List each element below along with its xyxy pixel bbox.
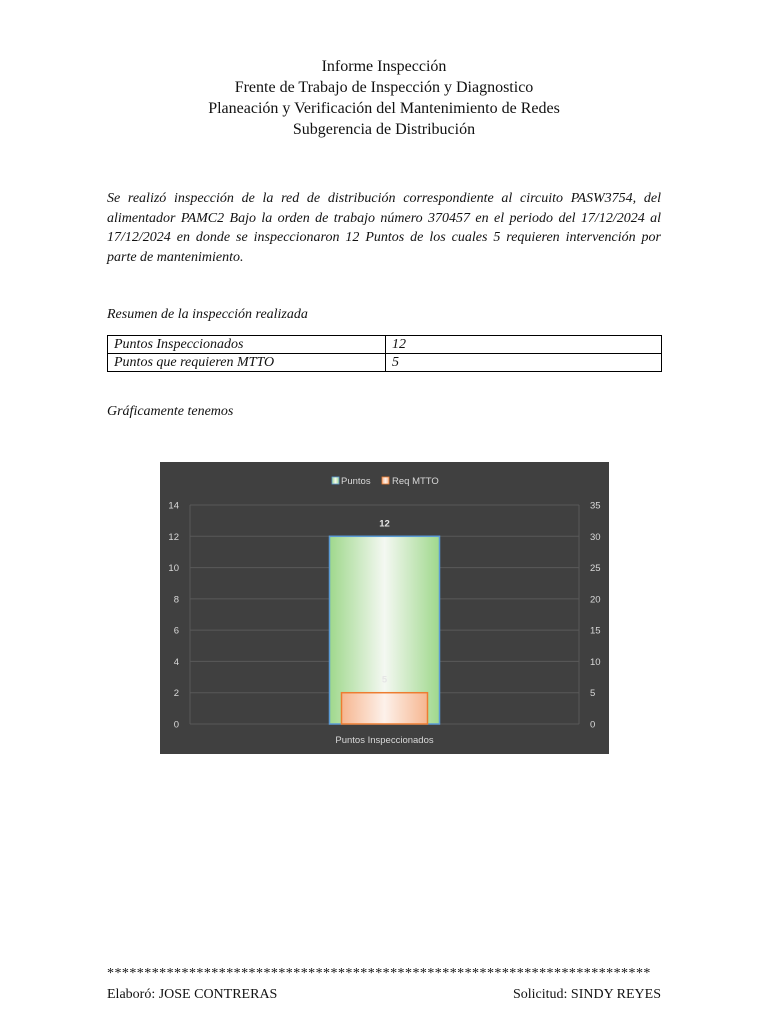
- y-right-tick-label: 15: [590, 625, 601, 637]
- y-left-tick-label: 14: [168, 500, 179, 512]
- table-cell-label: Puntos Inspeccionados: [108, 336, 386, 354]
- y-right-tick-label: 5: [590, 688, 596, 700]
- summary-table: [107, 335, 662, 372]
- y-left-tick-label: 10: [168, 563, 179, 575]
- y-right-tick-label: 30: [590, 531, 601, 543]
- y-axis-left: [168, 501, 179, 731]
- report-subtitle-2: Planeación y Verificación del Mantenimiento de Redes: [208, 100, 560, 117]
- y-right-tick-label: 35: [590, 500, 601, 512]
- footer-separator: *************************************************************************: [107, 966, 651, 981]
- elaboro-signature: Elaboró: JOSE CONTRERAS: [107, 987, 278, 1002]
- summary-title: Resumen de la inspección realizada: [107, 307, 308, 322]
- report-title: Informe Inspección: [321, 58, 447, 75]
- y-left-tick-label: 2: [173, 688, 179, 700]
- bar-req-mtto: [342, 693, 428, 724]
- x-category-label: Puntos Inspeccionados: [335, 735, 434, 746]
- table-cell-value: 5: [386, 354, 662, 372]
- solicitud-signature: Solicitud: SINDY REYES: [512, 987, 661, 1002]
- data-label-puntos: 12: [379, 518, 390, 530]
- report-subtitle-3: Subgerencia de Distribución: [292, 121, 476, 138]
- report-subtitle-1: Frente de Trabajo de Inspección y Diagnostico: [234, 79, 534, 96]
- report-header: [0, 56, 768, 140]
- intro-paragraph: Se realizó inspección de la red de distribución correspondiente al circuito PASW3754, del alimentador PAMC2 Bajo la orden de trabajo número 370457 en el periodo del 17/12/2024 al 17/12/2024 en donde se inspeccionaron 12 Puntos de los cuales 5 requieren intervención por parte de mantenimiento.: [107, 191, 661, 265]
- table-cell-value: 12: [386, 336, 662, 354]
- table-cell-label: Puntos que requieren MTTO: [108, 354, 386, 372]
- y-right-tick-label: 10: [590, 656, 601, 668]
- y-left-tick-label: 12: [168, 531, 179, 543]
- y-left-tick-label: 4: [173, 656, 179, 668]
- chart-legend: [332, 476, 439, 487]
- y-left-tick-label: 0: [173, 719, 179, 731]
- y-right-tick-label: 20: [590, 594, 601, 606]
- table-row: [108, 336, 662, 354]
- y-left-tick-label: 8: [173, 594, 179, 606]
- legend-label-req-mtto: Req MTTO: [392, 476, 439, 487]
- table-row: [108, 354, 662, 372]
- chart-bars: [330, 536, 440, 724]
- chart-canvas: [160, 462, 609, 754]
- y-axis-right: [590, 501, 601, 731]
- legend-swatch-puntos: [332, 477, 339, 484]
- legend-label-puntos: Puntos: [341, 476, 371, 487]
- y-left-tick-label: 6: [173, 625, 179, 637]
- graph-title: Gráficamente tenemos: [107, 404, 234, 419]
- y-right-tick-label: 25: [590, 563, 601, 575]
- y-right-tick-label: 0: [590, 719, 596, 731]
- bar-chart: [160, 462, 609, 754]
- data-label-req-mtto: 5: [381, 674, 388, 686]
- legend-swatch-req-mtto: [382, 477, 389, 484]
